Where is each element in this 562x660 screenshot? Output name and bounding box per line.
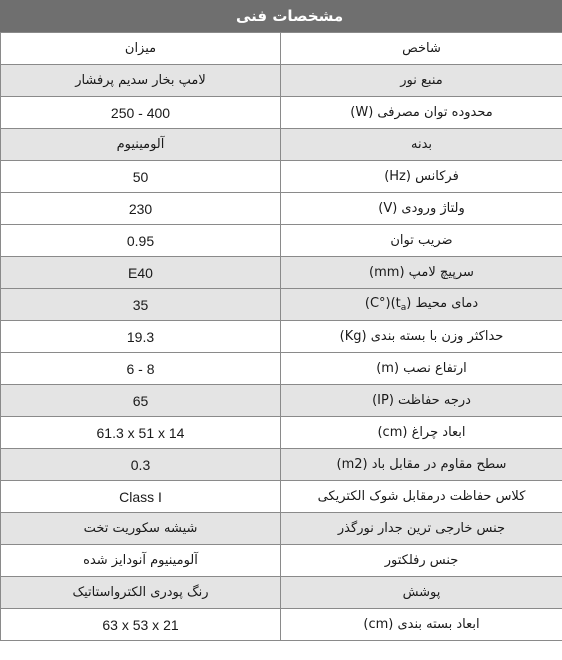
value-cell: 0.3 xyxy=(1,449,281,481)
param-cell: جنس خارجی ترین جدار نورگذر xyxy=(281,513,562,545)
param-text: دمای محیط (t xyxy=(395,296,479,311)
header-row xyxy=(1,33,562,65)
table-row xyxy=(1,353,562,385)
table-row xyxy=(1,257,562,289)
table-row xyxy=(1,97,562,129)
value-cell: آلومینیوم xyxy=(1,129,281,161)
value-cell: 61.3 x 51 x 14 xyxy=(1,417,281,449)
table-row xyxy=(1,289,562,321)
param-cell: کلاس حفاظت درمقابل شوک الکتریکی xyxy=(281,481,562,513)
table-row xyxy=(1,609,562,641)
param-cell: ارتفاع نصب (m) xyxy=(281,353,562,385)
value-cell: 19.3 xyxy=(1,321,281,353)
param-cell: ابعاد چراغ (cm) xyxy=(281,417,562,449)
value-cell: 35 xyxy=(1,289,281,321)
param-subscript: a xyxy=(400,303,407,313)
table-row xyxy=(1,385,562,417)
header-param: شاخص xyxy=(281,33,562,65)
param-suffix: )(°C) xyxy=(364,296,396,311)
value-cell: E40 xyxy=(1,257,281,289)
table-row xyxy=(1,481,562,513)
value-cell: رنگ پودری الکترواستاتیک xyxy=(1,577,281,609)
param-cell: محدوده توان مصرفی (W) xyxy=(281,97,562,129)
spec-table xyxy=(0,32,562,641)
value-cell: 63 x 53 x 21 xyxy=(1,609,281,641)
param-cell: حداکثر وزن با بسته بندی (Kg) xyxy=(281,321,562,353)
param-cell: ابعاد بسته بندی (cm) xyxy=(281,609,562,641)
table-title: مشخصات فنی xyxy=(0,0,562,32)
param-cell: ولتاژ ورودی (V) xyxy=(281,193,562,225)
value-cell: لامپ بخار سدیم پرفشار xyxy=(1,65,281,97)
table-row xyxy=(1,417,562,449)
table-row xyxy=(1,577,562,609)
param-cell: ضریب توان xyxy=(281,225,562,257)
table-row xyxy=(1,513,562,545)
param-cell: سرپیچ لامپ (mm) xyxy=(281,257,562,289)
param-cell: منبع نور xyxy=(281,65,562,97)
table-row xyxy=(1,129,562,161)
value-cell: 6 - 8 xyxy=(1,353,281,385)
value-cell: شیشه سکوریت تخت xyxy=(1,513,281,545)
value-cell: 50 xyxy=(1,161,281,193)
param-cell: درجه حفاظت (IP) xyxy=(281,385,562,417)
table-row xyxy=(1,161,562,193)
param-cell xyxy=(281,289,562,321)
param-cell: فرکانس (Hz) xyxy=(281,161,562,193)
value-cell: آلومینیوم آنودایز شده xyxy=(1,545,281,577)
value-cell: 250 - 400 xyxy=(1,97,281,129)
value-cell: 65 xyxy=(1,385,281,417)
table-row xyxy=(1,321,562,353)
table-row xyxy=(1,225,562,257)
param-cell: سطح مقاوم در مقابل باد (m2) xyxy=(281,449,562,481)
value-cell: Class I xyxy=(1,481,281,513)
table-row xyxy=(1,65,562,97)
param-cell: بدنه xyxy=(281,129,562,161)
param-cell: جنس رفلکتور xyxy=(281,545,562,577)
param-cell: پوشش xyxy=(281,577,562,609)
value-cell: 0.95 xyxy=(1,225,281,257)
table-row xyxy=(1,545,562,577)
table-row xyxy=(1,449,562,481)
header-value: میزان xyxy=(1,33,281,65)
value-cell: 230 xyxy=(1,193,281,225)
table-row xyxy=(1,193,562,225)
